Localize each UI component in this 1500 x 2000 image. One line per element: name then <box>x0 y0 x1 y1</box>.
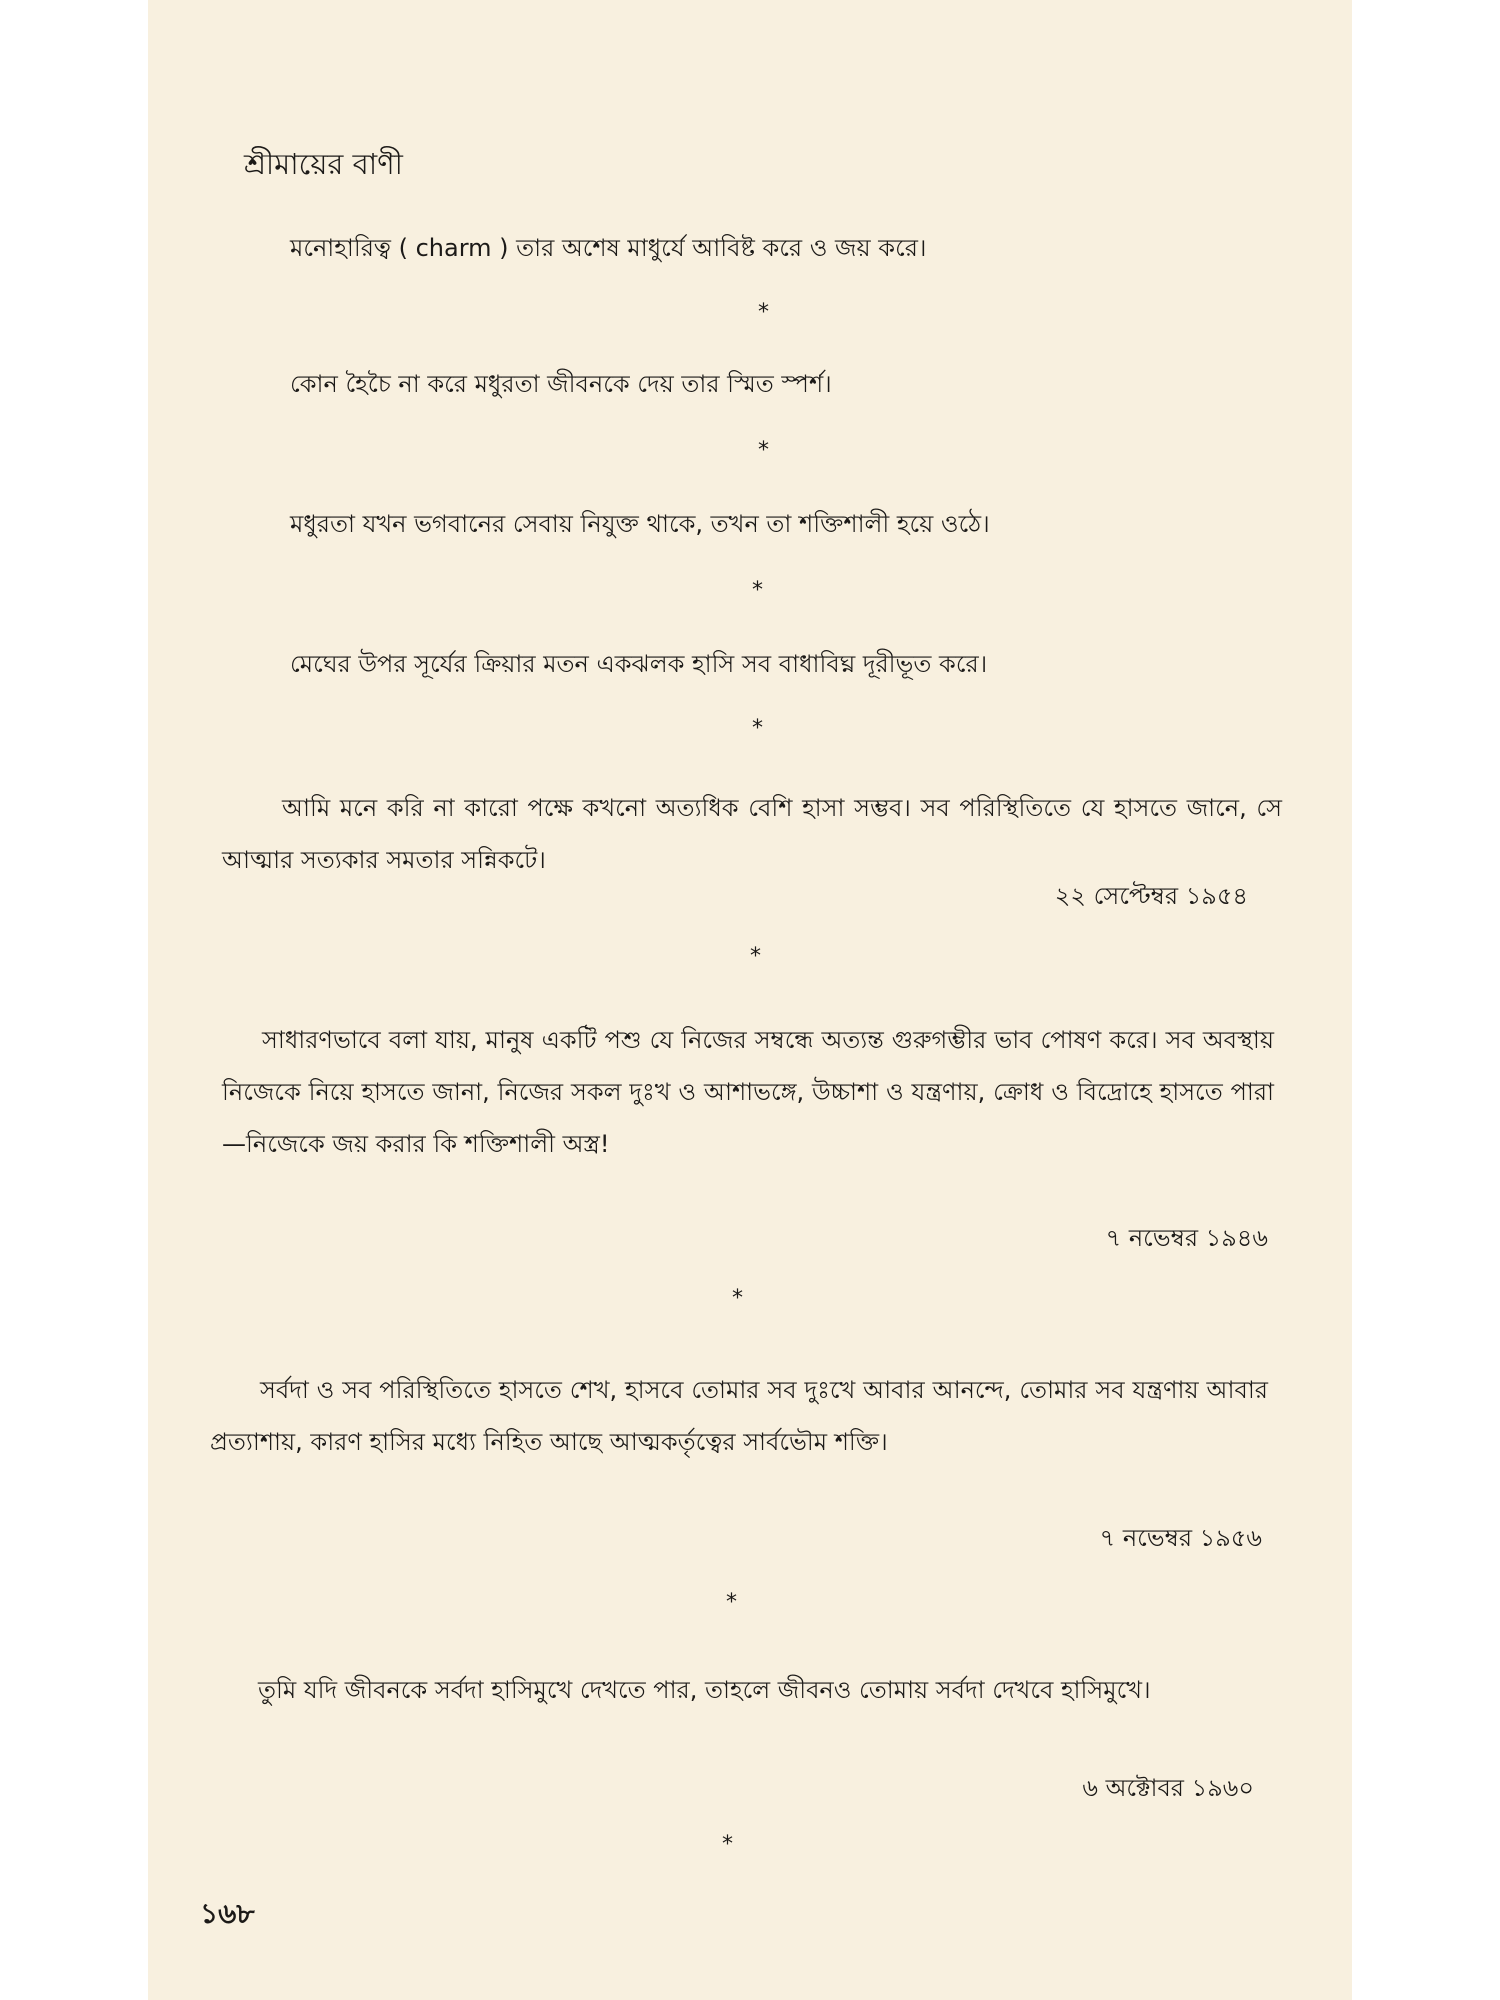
quote-3: মধুরতা যখন ভগবানের সেবায় নিযুক্ত থাকে, তখন তা শক্তিশালী হয়ে ওঠে। <box>290 510 990 538</box>
quote-6-date: ৭ নভেম্বর ১৯৪৬ <box>1105 1224 1268 1252</box>
separator-asterisk: * <box>752 716 763 741</box>
page-header: শ্রীমায়ের বাণী <box>244 147 403 181</box>
separator-asterisk: * <box>758 300 769 325</box>
quote-6: সাধারণভাবে বলা যায়, মানুষ একটি পশু যে নিজের সম্বন্ধে অত্যন্ত গুরুগম্ভীর ভাব পোষণ করে। সব অবস্থায় নিজেকে নিয়ে হাসতে জানা, নিজের সকল দুঃখ ও আশাভঙ্গে, উচ্চাশা ও যন্ত্রণায়, ক্রোধ ও বিদ্রোহে হাসতে পারা—নিজেকে জয় করার কি শক্তিশালী অস্ত্র! <box>222 1026 1274 1158</box>
page-number: ১৬৮ <box>200 1897 255 1930</box>
separator-asterisk: * <box>722 1832 733 1857</box>
quote-8-date: ৬ অক্টোবর ১৯৬০ <box>1082 1774 1254 1802</box>
quote-4: মেঘের উপর সূর্যের ক্রিয়ার মতন একঝলক হাসি সব বাধাবিঘ্ন দূরীভূত করে। <box>290 650 988 678</box>
quote-2: কোন হৈচৈ না করে মধুরতা জীবনকে দেয় তার স্মিত স্পর্শ। <box>290 370 832 398</box>
quote-7-date: ৭ নভেম্বর ১৯৫৬ <box>1099 1524 1262 1552</box>
quote-8: তুমি যদি জীবনকে সর্বদা হাসিমুখে দেখতে পার, তাহলে জীবনও তোমায় সর্বদা দেখবে হাসিমুখে। <box>258 1676 1151 1704</box>
separator-asterisk: * <box>758 438 769 463</box>
quote-5-date: ২২ সেপ্টেম্বর ১৯৫৪ <box>1054 882 1248 910</box>
separator-asterisk: * <box>732 1286 743 1311</box>
separator-asterisk: * <box>752 578 763 603</box>
quote-5: আমি মনে করি না কারো পক্ষে কখনো অত্যধিক বেশি হাসা সম্ভব। সব পরিস্থিতিতে যে হাসতে জানে, সে আত্মার সত্যকার সমতার সন্নিকটে। <box>222 794 1282 874</box>
separator-asterisk: * <box>726 1590 737 1615</box>
separator-asterisk: * <box>750 944 761 969</box>
quote-1: মনোহারিত্ব ( charm ) তার অশেষ মাধুর্যে আবিষ্ট করে ও জয় করে। <box>290 234 927 262</box>
quote-7: সর্বদা ও সব পরিস্থিতিতে হাসতে শেখ, হাসবে তোমার সব দুঃখে আবার আনন্দে, তোমার সব যন্ত্রণায় আবার প্রত্যাশায়, কারণ হাসির মধ্যে নিহিত আছে আত্মকর্তৃত্বের সার্বভৌম শক্তি। <box>210 1376 1268 1456</box>
